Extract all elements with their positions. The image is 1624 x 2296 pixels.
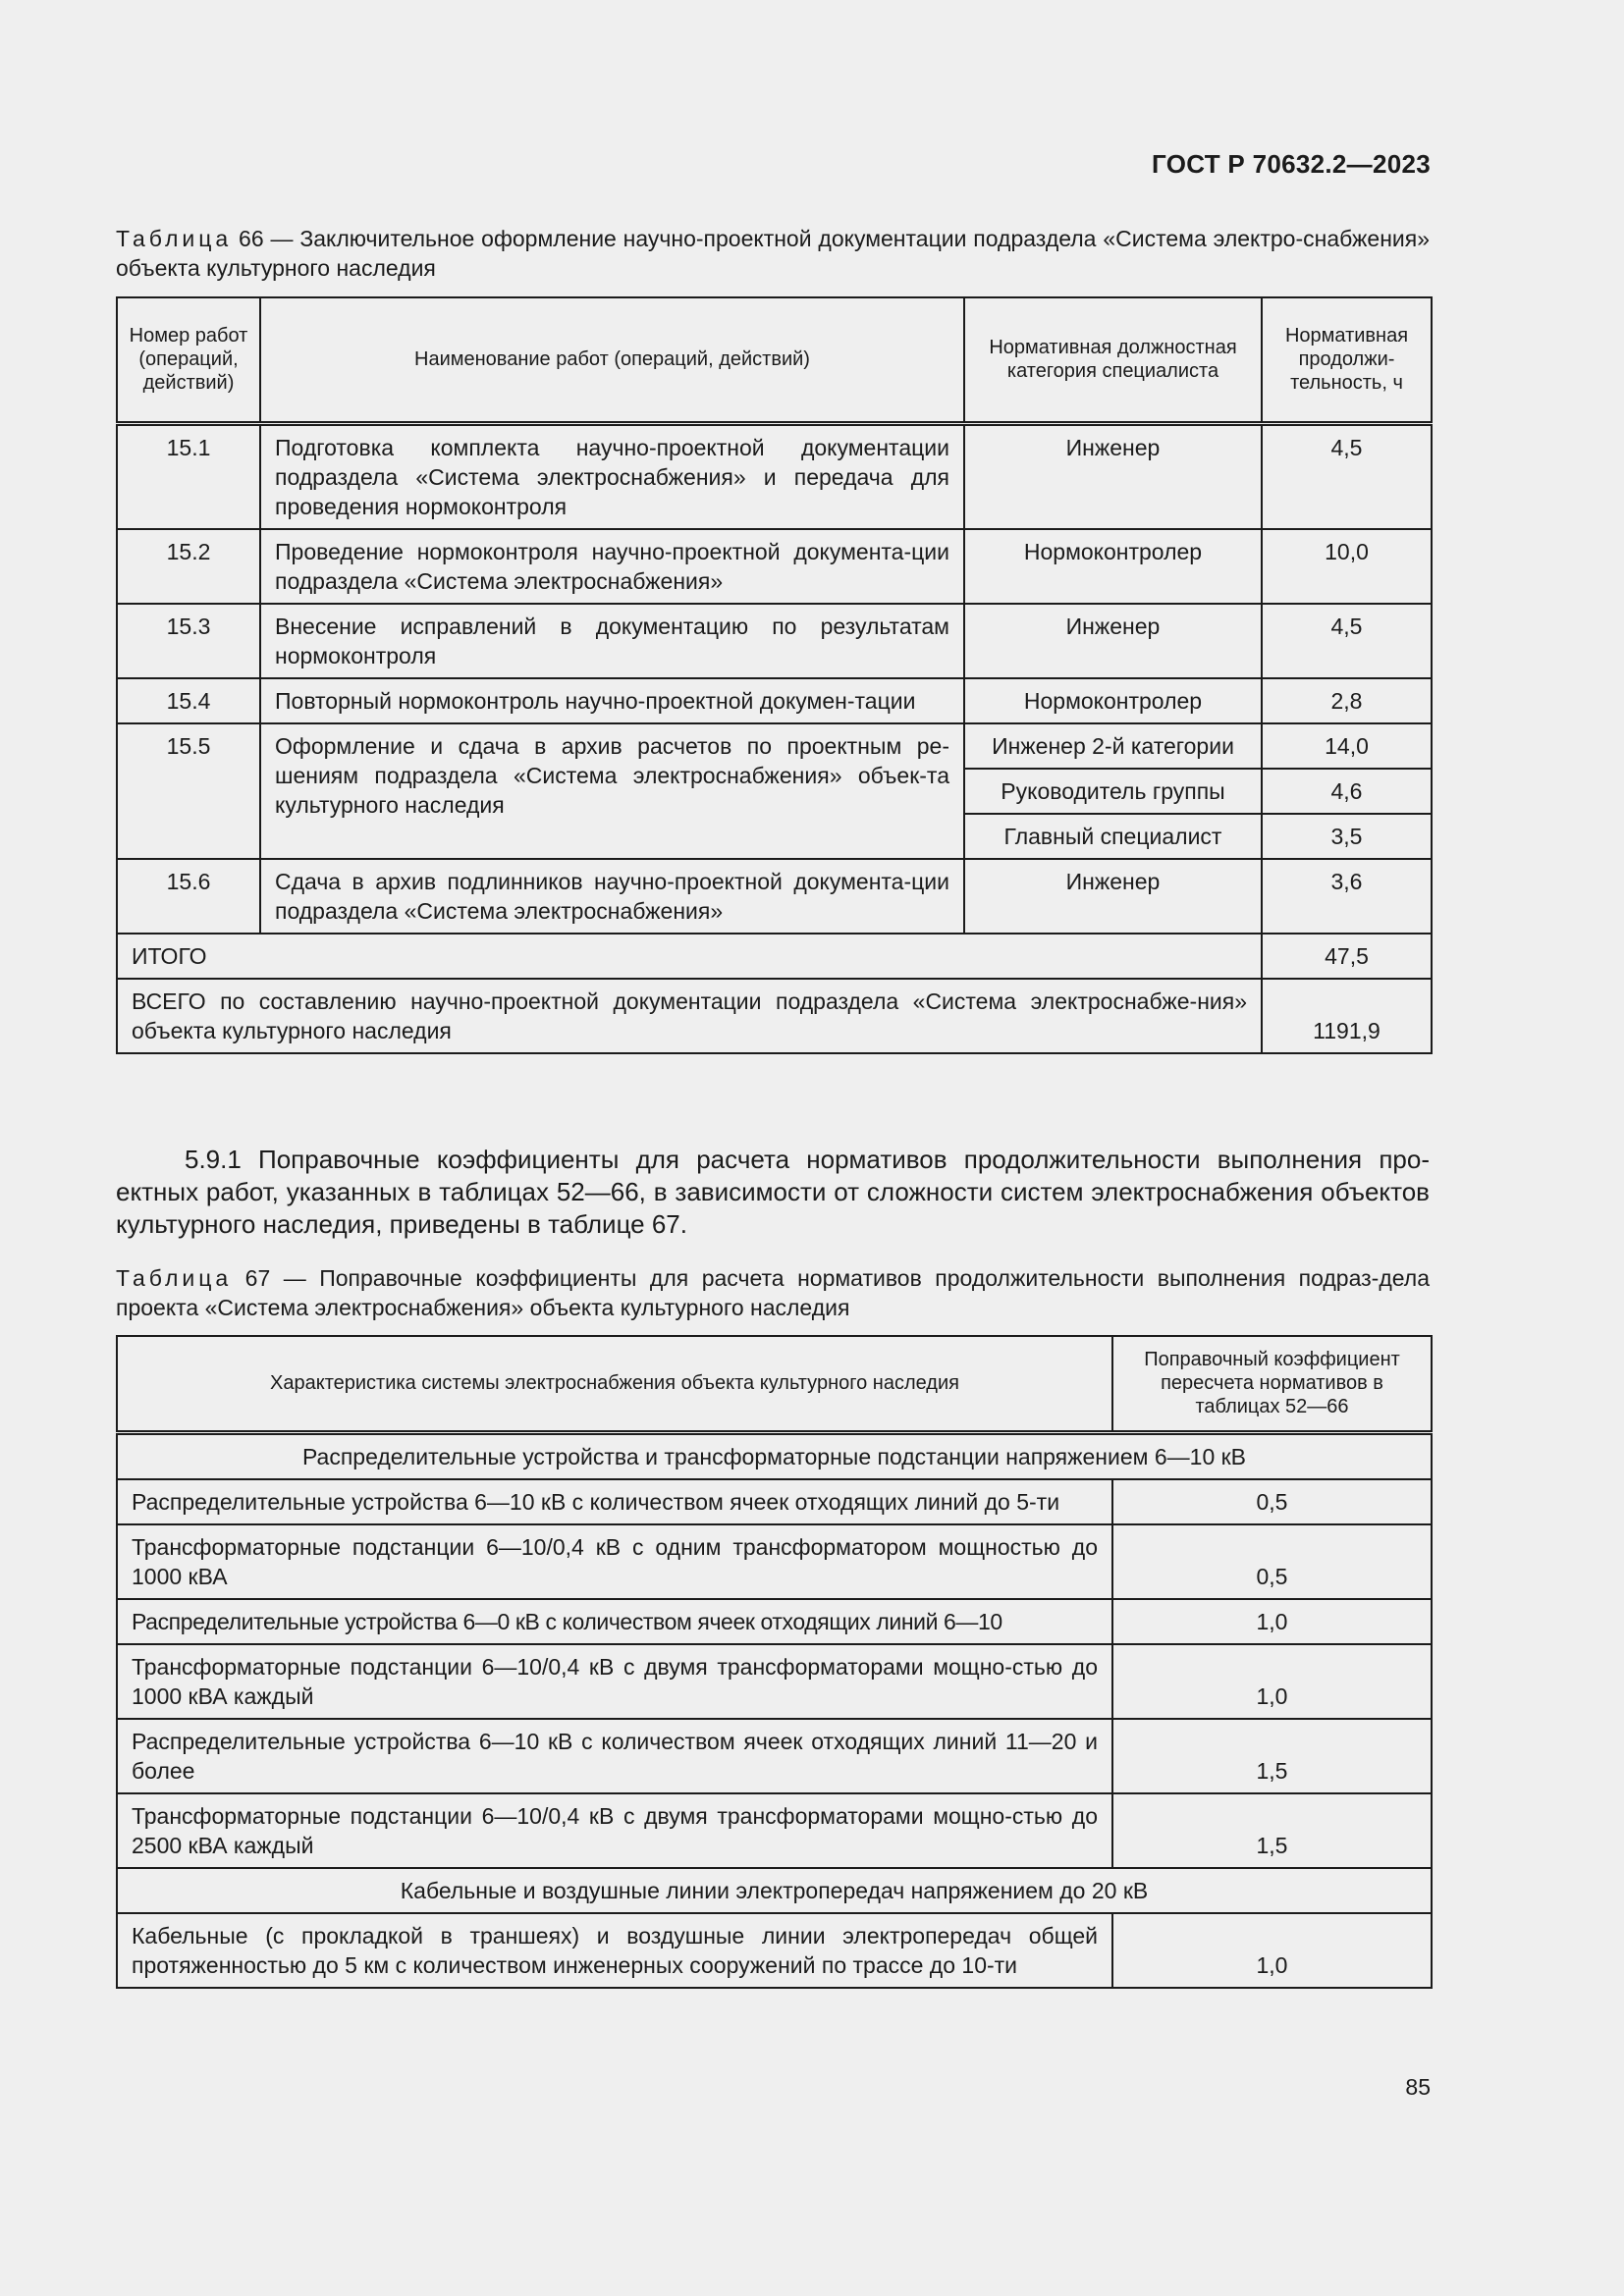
- characteristic-text: Распределительные устройства 6—0 кВ с количеством ячеек отходящих линий 6—10: [117, 1599, 1112, 1644]
- paragraph-5-9-1: 5.9.1 Поправочные коэффициенты для расчета нормативов продолжительности выполнения про-ектных работ, указанных в таблицах 52—66, в зависимости от сложности систем электроснабжения объектов культурного наследия, приведены в таблице 67.: [116, 1145, 1430, 1239]
- specialist-category: Нормоконтролер: [964, 529, 1262, 604]
- work-number: 15.2: [117, 529, 260, 604]
- specialist-category: Инженер 2-й категории: [964, 723, 1262, 769]
- table-row: [117, 1599, 1432, 1644]
- work-number: 15.4: [117, 678, 260, 723]
- table66-caption-text: 66 — Заключительное оформление научно-проектной документации подраздела «Система электро-снабжения» объекта культурного наследия: [116, 226, 1431, 281]
- table67-header-row: [117, 1336, 1432, 1432]
- specialist-category: Инженер: [964, 423, 1262, 529]
- work-name: Повторный нормоконтроль научно-проектной докумен-тации: [260, 678, 964, 723]
- table-row: [117, 1479, 1432, 1524]
- itogo-label: ИТОГО: [117, 934, 1262, 979]
- duration-value: 4,6: [1262, 769, 1432, 814]
- table66-header-duration: Нормативная продолжи-тельность, ч: [1262, 297, 1432, 423]
- table67-header-coefficient: Поправочный коэффициент пересчета нормативов в таблицах 52—66: [1112, 1336, 1432, 1432]
- table67-header-characteristic: Характеристика системы электроснабжения объекта культурного наследия: [117, 1336, 1112, 1432]
- page-number: 85: [1405, 2074, 1431, 2100]
- table-row: [117, 604, 1432, 678]
- characteristic-text: Трансформаторные подстанции 6—10/0,4 кВ с двумя трансформаторами мощно-стью до 1000 кВА каждый: [117, 1644, 1112, 1719]
- table67-section-row: [117, 1432, 1432, 1479]
- document-header: ГОСТ Р 70632.2—2023: [1152, 149, 1431, 179]
- coefficient-value: 0,5: [1112, 1524, 1432, 1599]
- specialist-category: Инженер: [964, 604, 1262, 678]
- table66-header-category: Нормативная должностная категория специалиста: [964, 297, 1262, 423]
- vsego-value: 1191,9: [1262, 979, 1432, 1053]
- coefficient-value: 0,5: [1112, 1479, 1432, 1524]
- table-row: [117, 723, 1432, 769]
- table67-caption: [116, 1263, 1430, 1322]
- work-name: Внесение исправлений в документацию по результатам нормоконтроля: [260, 604, 964, 678]
- specialist-category: Главный специалист: [964, 814, 1262, 859]
- duration-value: 4,5: [1262, 423, 1432, 529]
- work-number: 15.1: [117, 423, 260, 529]
- table67-caption-word: Таблица: [116, 1265, 233, 1291]
- work-name: Подготовка комплекта научно-проектной документации подраздела «Система электроснабжения» и передача для проведения нормоконтроля: [260, 423, 964, 529]
- table66-caption-word: Таблица: [116, 226, 233, 251]
- section-heading: Кабельные и воздушные линии электропередач напряжением до 20 кВ: [117, 1868, 1432, 1913]
- table67-caption-text: 67 — Поправочные коэффициенты для расчета нормативов продолжительности выполнения подраз-дела проекта «Система электроснабжения» объекта культурного наследия: [116, 1265, 1430, 1320]
- table-row: [117, 859, 1432, 934]
- table-67: [116, 1335, 1433, 1989]
- coefficient-value: 1,0: [1112, 1599, 1432, 1644]
- characteristic-text: Распределительные устройства 6—10 кВ с количеством ячеек отходящих линий 11—20 и более: [117, 1719, 1112, 1793]
- table-row: [117, 1644, 1432, 1719]
- table-row: [117, 1524, 1432, 1599]
- work-number: 15.5: [117, 723, 260, 859]
- section-heading: Распределительные устройства и трансформаторные подстанции напряжением 6—10 кВ: [117, 1432, 1432, 1479]
- work-number: 15.3: [117, 604, 260, 678]
- specialist-category: Нормоконтролер: [964, 678, 1262, 723]
- duration-value: 3,5: [1262, 814, 1432, 859]
- work-name: Оформление и сдача в архив расчетов по проектным ре-шениям подраздела «Система электроснабжения» объек-та культурного наследия: [260, 723, 964, 859]
- coefficient-value: 1,0: [1112, 1644, 1432, 1719]
- table-66: [116, 296, 1433, 1054]
- coefficient-value: 1,0: [1112, 1913, 1432, 1988]
- table67-section-row: [117, 1868, 1432, 1913]
- characteristic-text: Распределительные устройства 6—10 кВ с количеством ячеек отходящих линий до 5-ти: [117, 1479, 1112, 1524]
- table66-header-row: [117, 297, 1432, 423]
- duration-value: 3,6: [1262, 859, 1432, 934]
- work-number: 15.6: [117, 859, 260, 934]
- table66-header-num: Номер работ (операций, действий): [117, 297, 260, 423]
- specialist-category: Руководитель группы: [964, 769, 1262, 814]
- specialist-category: Инженер: [964, 859, 1262, 934]
- table66-itogo-row: [117, 934, 1432, 979]
- characteristic-text: Кабельные (с прокладкой в траншеях) и воздушные линии электропередач общей протяженностью до 5 км с количеством инженерных сооружений по трассе до 10-ти: [117, 1913, 1112, 1988]
- coefficient-value: 1,5: [1112, 1793, 1432, 1868]
- table-row: [117, 529, 1432, 604]
- duration-value: 2,8: [1262, 678, 1432, 723]
- duration-value: 4,5: [1262, 604, 1432, 678]
- itogo-value: 47,5: [1262, 934, 1432, 979]
- work-name: Проведение нормоконтроля научно-проектной документа-ции подраздела «Система электроснабжения»: [260, 529, 964, 604]
- characteristic-text: Трансформаторные подстанции 6—10/0,4 кВ с одним трансформатором мощностью до 1000 кВА: [117, 1524, 1112, 1599]
- table-row: [117, 678, 1432, 723]
- duration-value: 14,0: [1262, 723, 1432, 769]
- table-row: [117, 1719, 1432, 1793]
- table-row: [117, 423, 1432, 529]
- work-name: Сдача в архив подлинников научно-проектной документа-ции подраздела «Система электроснабжения»: [260, 859, 964, 934]
- table-row: [117, 1913, 1432, 1988]
- vsego-label: ВСЕГО по составлению научно-проектной документации подраздела «Система электроснабже-ния» объекта культурного наследия: [117, 979, 1262, 1053]
- table-row: [117, 1793, 1432, 1868]
- coefficient-value: 1,5: [1112, 1719, 1432, 1793]
- table66-caption: [116, 224, 1430, 283]
- table66-header-name: Наименование работ (операций, действий): [260, 297, 964, 423]
- characteristic-text: Трансформаторные подстанции 6—10/0,4 кВ с двумя трансформаторами мощно-стью до 2500 кВА каждый: [117, 1793, 1112, 1868]
- duration-value: 10,0: [1262, 529, 1432, 604]
- table66-vsego-row: [117, 979, 1432, 1053]
